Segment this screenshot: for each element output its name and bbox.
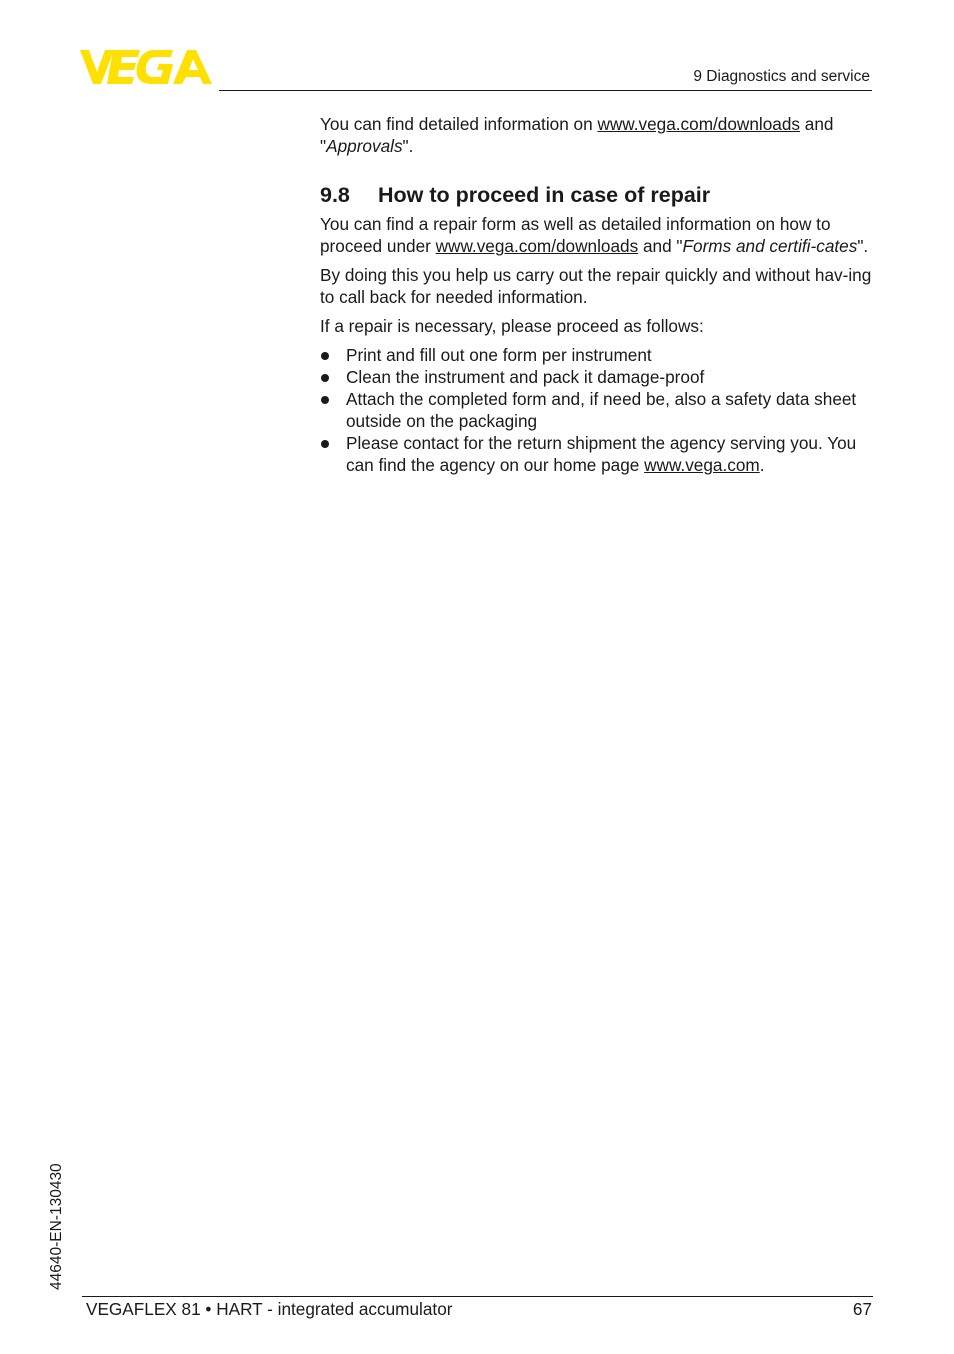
bullet-icon bbox=[321, 396, 329, 404]
vega-logo bbox=[80, 50, 212, 84]
repair-benefit-paragraph: By doing this you help us carry out the repair quickly and without hav-ing to call back for needed information. bbox=[320, 265, 872, 307]
footer-title: VEGAFLEX 81 • HART - integrated accumulator bbox=[86, 1299, 453, 1319]
list-item: Attach the completed form and, if need be, also a safety data sheet outside on the packaging bbox=[320, 388, 880, 432]
list-item: Clean the instrument and pack it damage-proof bbox=[320, 366, 880, 388]
list-item: Print and fill out one form per instrument bbox=[320, 344, 880, 366]
repair-steps-list bbox=[320, 344, 880, 476]
list-item: Please contact for the return shipment the agency serving you. You can find the agency on our home page www.vega.com. bbox=[320, 432, 880, 476]
section-heading bbox=[320, 182, 880, 208]
header-divider bbox=[219, 90, 872, 91]
footer-divider bbox=[82, 1296, 873, 1297]
section-number: 9.8 bbox=[320, 183, 350, 207]
page-number: 67 bbox=[852, 1299, 872, 1319]
forms-certificates-term: Forms and certifi-cates bbox=[682, 236, 858, 256]
repair-steps-intro: If a repair is necessary, please proceed as follows: bbox=[320, 316, 704, 336]
homepage-link[interactable]: www.vega.com bbox=[644, 455, 760, 475]
bullet-icon bbox=[321, 352, 329, 360]
approvals-term: Approvals bbox=[326, 136, 403, 156]
main-content bbox=[320, 113, 880, 476]
document-code: 44640-EN-130430 bbox=[48, 1163, 65, 1290]
intro-paragraph: You can find detailed information on www.vega.com/downloads and "Approvals". bbox=[320, 114, 834, 156]
bullet-icon bbox=[321, 440, 329, 448]
section-title: How to proceed in case of repair bbox=[378, 183, 711, 207]
downloads-link[interactable]: www.vega.com/downloads bbox=[597, 114, 800, 134]
header-section-label: 9 Diagnostics and service bbox=[693, 68, 870, 85]
downloads-link-2[interactable]: www.vega.com/downloads bbox=[435, 236, 639, 256]
bullet-icon bbox=[321, 374, 329, 382]
repair-form-paragraph: You can find a repair form as well as detailed information on how to proceed under www.vega.com/downloads and "Forms and certifi-cates". bbox=[320, 214, 869, 256]
